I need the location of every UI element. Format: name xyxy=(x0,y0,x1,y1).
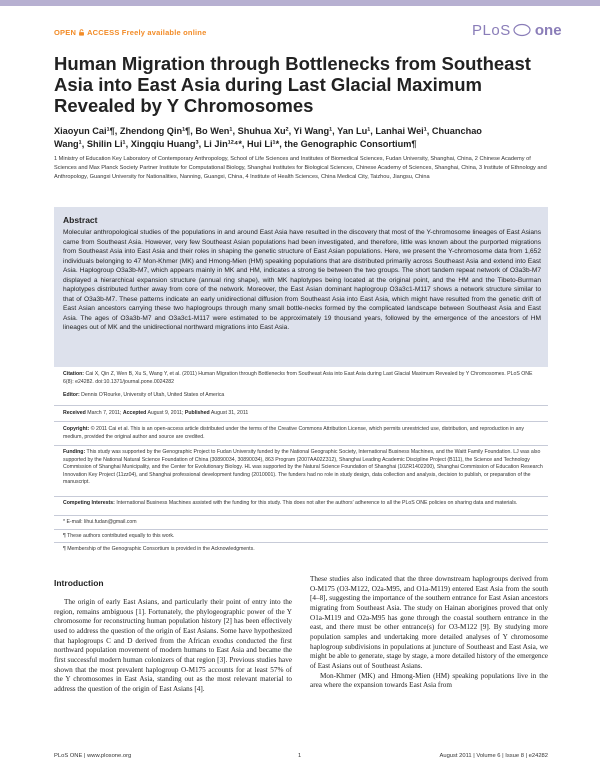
competing-label: Competing Interests: xyxy=(63,500,115,506)
introduction-left-column xyxy=(54,598,292,695)
published-label: Published xyxy=(184,410,210,416)
received-date: March 7, 2011; xyxy=(87,410,122,416)
affiliations: 1 Ministry of Education Key Laboratory of Contemporary Anthropology, School of Life Sciences and Institutes of Biomedical Sciences, Fudan University, Shanghai, China, 2 Chinese Academy of Sciences and Max Planck Society Partner Institute for Computational Biology, Shanghai Institutes for Biological Sciences, Chinese Academy of Sciences, Shanghai, China, 3 Institute of Ethnology and Anthropology, Guangxi University for Nationalities, Nanning, Guangxi, China, 4 Institute of Health Sciences, China Medical City, Taizhou, Jiangsu, China xyxy=(54,156,547,180)
author-line-2: Wang¹, Shilin Li¹, Xingqiu Huang³, Li Jin¹²⁴*, Hui Li¹*, the Genographic Consortium¶ xyxy=(54,138,417,149)
citation-label: Citation: xyxy=(63,371,85,377)
abstract-heading: Abstract xyxy=(63,215,98,225)
editor-text: Dennis O'Rourke, University of Utah, United States of America xyxy=(81,392,225,398)
competing-interests xyxy=(63,500,543,508)
dates xyxy=(63,410,543,418)
journal-logo xyxy=(472,22,562,39)
author-line-1: Xiaoyun Cai¹¶, Zhendong Qin¹¶, Bo Wen¹, Shuhua Xu², Yi Wang¹, Yan Lu¹, Lanhai Wei¹, Chuanchao xyxy=(54,126,482,136)
editor xyxy=(63,392,543,400)
membership-note: ¶ Membership of the Genographic Consortium is provided in the Acknowledgments. xyxy=(63,546,255,552)
copyright xyxy=(63,426,543,441)
paragraph: Mon-Khmer (MK) and Hmong-Mien (HM) speaking populations live in the area where the expansion towards East Asia from xyxy=(310,671,548,690)
logo-one: one xyxy=(534,22,562,39)
open-access-tail: ACCESS Freely available online xyxy=(87,28,207,37)
divider xyxy=(54,515,548,516)
editor-label: Editor: xyxy=(63,392,80,398)
copyright-text: © 2011 Cai et al. This is an open-access article distributed under the terms of the Creative Commons Attribution License, which permits unrestricted use, distribution, and reproduction in any medium, provided the original author and source are credited. xyxy=(63,426,524,440)
footer-issue: August 2011 | Volume 6 | Issue 8 | e24282 xyxy=(439,753,548,759)
divider xyxy=(54,529,548,530)
open-access-label xyxy=(54,28,206,37)
divider xyxy=(54,542,548,543)
open-access-open: OPEN xyxy=(54,28,77,37)
abstract-text: Molecular anthropological studies of the populations in and around East Asia have resulted in the discovery that most of the Y-chromosome lineages of East Asians came from Southeast Asia. However, very few Southeast Asian populations had been investigated, and therefore, little was known about the purported migrations from Southeast Asia into East Asia and their roles in shaping the genetic structure of East Asian populations. Here, we present the Y-chromosome data from 1,652 individuals belonging to 47 Mon-Khmer (MK) and Hmong-Mien (HM) speaking populations that are distributed primarily across Southeast Asia and extend into East Asia. Haplogroup O3a3b-M7, which appears mainly in MK and HM, indicates a strong tie between the two groups. The short tandem repeat network of O3a3b-M7 displayed a hierarchical expansion structure (annual ring shape), with MK haplotypes being located at the original point, and the HM and the Tibeto-Burman haplotypes distributed further away from core of the network. Moreover, the East Asian dominant haplogroup O3a3c1-M117 shows a network structure similar to that of O3a3b-M7. These patterns indicate an early unidirectional diffusion from Southeast Asia into East Asia, which might have resulted from the genetic drift of East Asian ancestors carrying these two haplogroups through many small bottle-necks formed by the complicated landscape between Southeast Asia and East Asia. The ages of O3a3b-M7 and O3a3c1-M117 were estimated to be approximately 19 thousand years, followed by the emergence of the ancestors of HM lineages out of MK and the unidirectional northward migrations into East Asia. xyxy=(63,229,541,331)
equal-contribution-note: ¶ These authors contributed equally to this work. xyxy=(63,533,175,539)
footer-journal: PLoS ONE | www.plosone.org xyxy=(54,753,132,759)
competing-text: International Business Machines assisted with the funding for this study. This does not alter the authors' adherence to all the PLoS ONE policies on sharing data and materials. xyxy=(116,500,518,506)
copyright-label: Copyright: xyxy=(63,426,90,432)
author-list xyxy=(54,125,554,150)
open-lock-icon xyxy=(78,29,85,36)
citation-text: Cai X, Qin Z, Wen B, Xu S, Wang Y, et al. (2011) Human Migration through Bottlenecks from Southeast Asia into East Asia during Last Glacial Maximum Revealed by Y Chromosomes. PLoS ONE 6(8): e24282. doi:10.1371/journal.pone.0024282 xyxy=(63,371,533,385)
logo-plos: PLoS xyxy=(472,22,511,39)
received-label: Received xyxy=(63,410,86,416)
email: * E-mail: lihui.fudan@gmail.com xyxy=(63,519,137,525)
published-date: August 31, 2011 xyxy=(210,410,249,416)
article-title: Human Migration through Bottlenecks from Southeast Asia into East Asia during Last Glacial Maximum Revealed by Y Chromosomes xyxy=(54,53,531,116)
top-color-bar xyxy=(0,0,600,6)
divider xyxy=(54,421,548,422)
divider xyxy=(54,405,548,406)
paragraph: The origin of early East Asians, and particularly their point of entry into the region, remains ambiguous [1]. Fortunately, the phylogeographic power of the Y chromosome for reconstructing human population history [2] has been effectively used to address the question of the origin of East Asians. Some have hypothesized that haplogroups C and D derived from the African exodus conducted the first northward population movement of modern humans to East Asia and became the first successful modern human colonizers of that region [3]. Previous studies have shown that the most prevalent haplogroup O-M175 accounts for at least 57% of the Y chromosomes in East Asia, standing out as the most relevant material to address the question of the origin of East Asians [4]. xyxy=(54,598,292,693)
introduction-heading: Introduction xyxy=(54,578,104,588)
citation xyxy=(63,371,543,386)
accepted-date: August 9, 2011; xyxy=(147,410,184,416)
accepted-label: Accepted xyxy=(122,410,147,416)
divider xyxy=(54,445,548,446)
introduction-right-column xyxy=(310,575,548,691)
paragraph: These studies also indicated that the three downstream haplogroups derived from O-M175 (O3-M122, O2a-M95, and O1a-M119) entered East Asia from the south [4–8], suggesting the importance of the southern entrance for East Asian ancestors migrating from Southeast Asia. The study on Hainan aborigines proved that only O1a-M119 and O2a-M95 has gone through the coastal southern entrance in the east, and there must be other entrance(s) for O3-M122 [9]. By studying more population samples and undertaking more detailed analyses of Y chromosome haplogroup subdivisions in populations at juncture of Southeast and East Asia, we might be able to generate, stage by stage, a more detailed history of the emergence of East Asians out of Southeast Asians. xyxy=(310,575,548,670)
footer-page-number: 1 xyxy=(298,753,302,759)
funding xyxy=(63,449,543,487)
funding-label: Funding: xyxy=(63,449,86,455)
logo-ring-icon xyxy=(513,23,531,37)
funding-text: This study was supported by the Genographic Project to Fudan University funded by the National Geographic Society, International Business Machines, and the Waitt Family Foundation. LJ was also supported by the National Natural Science Foundation of China (30890034, 30890034), 863 Program (2007AA02Z312), Shanghai Leading Academic Discipline Project (B111), the Science and Technology Commission of Shanghai Municipality, and the Center for Evolutionary Biology. HL was supported by the Natural Science Foundation of Shanghai (10ZR1402200), Shanghai Commission of Education Research Innovation Key Project (11zz04), and Shanghai professional development funding (2010001). The funders had no role in study design, data collection and analysis, decision to publish, or preparation of the manuscript. xyxy=(63,449,543,486)
divider xyxy=(54,496,548,497)
